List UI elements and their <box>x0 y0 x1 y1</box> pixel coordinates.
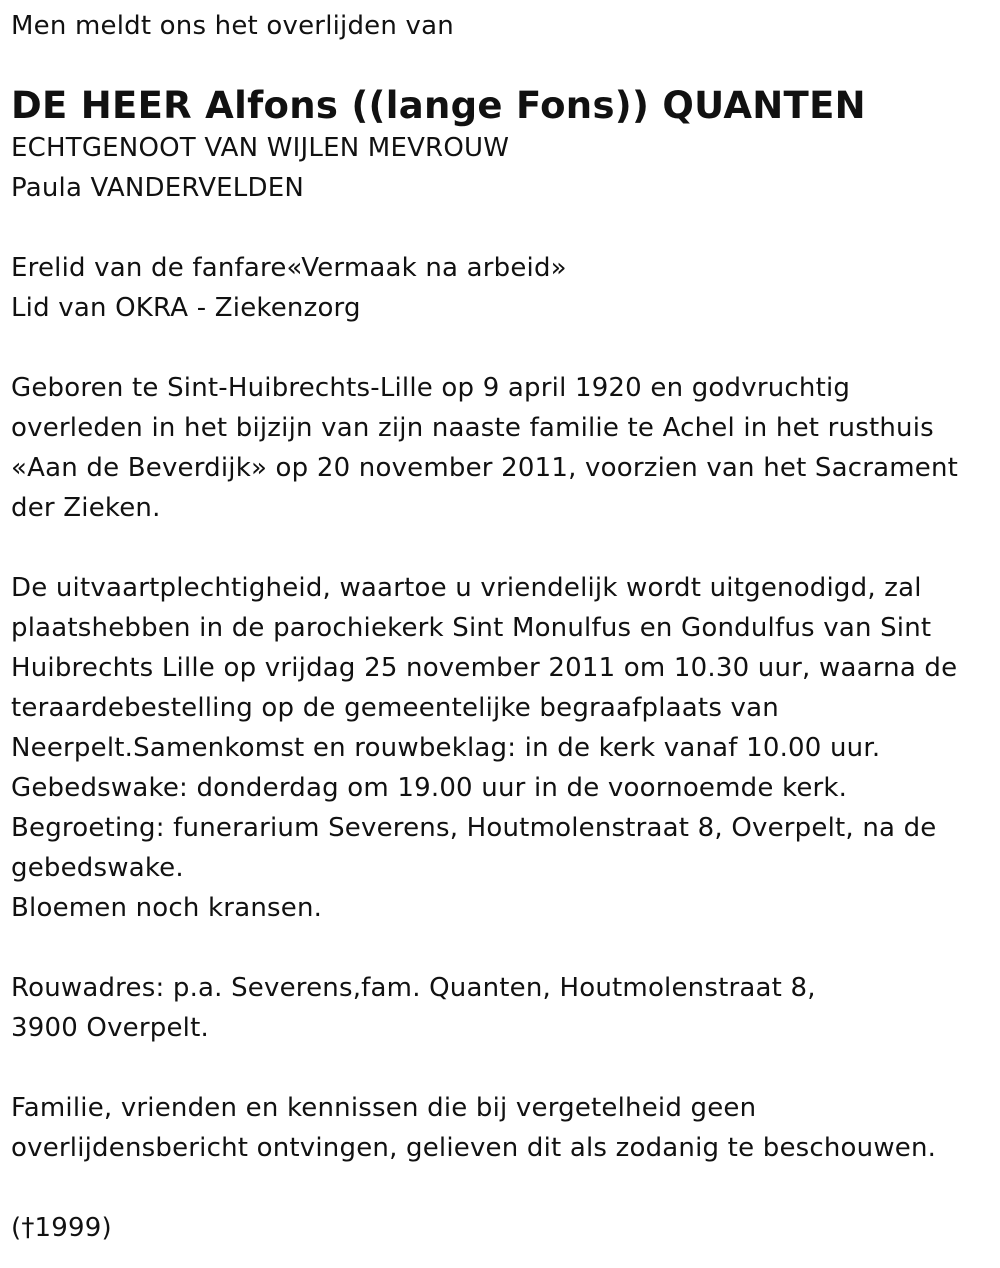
paragraph-line: Begroeting: funerarium Severens, Houtmolenstraat 8, Overpelt, na de <box>11 813 937 843</box>
spouse-line: Paula VANDERVELDEN <box>11 173 304 203</box>
paragraph-line: der Zieken. <box>11 493 161 523</box>
intro-text: Men meldt ons het overlijden van <box>11 11 454 41</box>
paragraph-line: plaatshebben in de parochiekerk Sint Monulfus en Gondulfus van Sint <box>11 613 932 643</box>
funeral-paragraph <box>11 568 1000 928</box>
spouse-line: ECHTGENOOT VAN WIJLEN MEVROUW <box>11 133 510 163</box>
spouse-block <box>11 128 1000 208</box>
memberships-block <box>11 248 1000 328</box>
birth-death-paragraph <box>11 368 1000 528</box>
paragraph-line: Familie, vrienden en kennissen die bij vergetelheid geen <box>11 1093 757 1123</box>
paragraph-line: gebedswake. <box>11 853 184 883</box>
paragraph-line: overleden in het bijzijn van zijn naaste familie te Achel in het rusthuis <box>11 413 934 443</box>
paragraph-line: Bloemen noch kransen. <box>11 893 323 923</box>
address-line: Rouwadres: p.a. Severens,fam. Quanten, Houtmolenstraat 8, <box>11 973 816 1003</box>
paragraph-line: teraardebestelling op de gemeentelijke begraafplaats van <box>11 693 779 723</box>
paragraph-line: Gebedswake: donderdag om 19.00 uur in de voornoemde kerk. <box>11 773 848 803</box>
address-line: 3900 Overpelt. <box>11 1013 209 1043</box>
deceased-name: DE HEER Alfons ((lange Fons)) QUANTEN <box>11 84 866 127</box>
footnote-death-year: (†1999) <box>11 1213 112 1243</box>
notice-paragraph <box>11 1088 1000 1168</box>
mourning-address-block <box>11 968 1000 1048</box>
paragraph-line: De uitvaartplechtigheid, waartoe u vriendelijk wordt uitgenodigd, zal <box>11 573 922 603</box>
paragraph-line: overlijdensbericht ontvingen, gelieven dit als zodanig te beschouwen. <box>11 1133 937 1163</box>
paragraph-line: Huibrechts Lille op vrijdag 25 november 2011 om 10.30 uur, waarna de <box>11 653 958 683</box>
paragraph-line: «Aan de Beverdijk» op 20 november 2011, voorzien van het Sacrament <box>11 453 959 483</box>
membership-line: Erelid van de fanfare«Vermaak na arbeid» <box>11 253 567 283</box>
membership-line: Lid van OKRA - Ziekenzorg <box>11 293 361 323</box>
paragraph-line: Neerpelt.Samenkomst en rouwbeklag: in de kerk vanaf 10.00 uur. <box>11 733 881 763</box>
paragraph-line: Geboren te Sint-Huibrechts-Lille op 9 april 1920 en godvruchtig <box>11 373 851 403</box>
